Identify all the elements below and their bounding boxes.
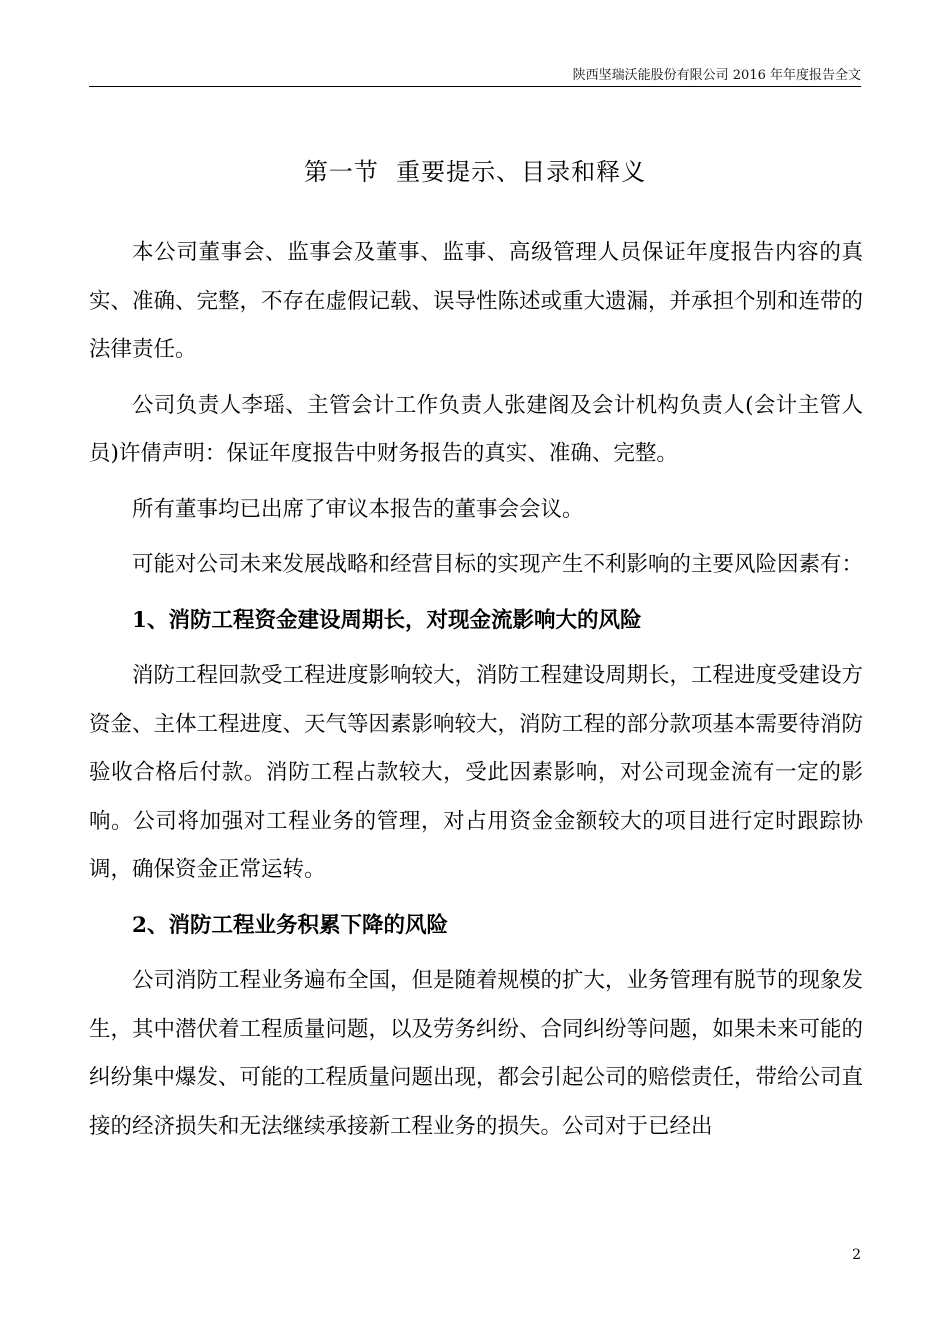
paragraph-risk-2: 公司消防工程业务遍布全国，但是随着规模的扩大，业务管理有脱节的现象发生，其中潜伏着工程质量问题，以及劳务纠纷、合同纠纷等问题，如果未来可能的纠纷集中爆发、可能的工程质量问题出现，都会引起公司的赔偿责任，带给公司直接的经济损失和无法继续承接新工程业务的损失。公司对于已经出 — [89, 968, 864, 1139]
paragraph-risk-1: 消防工程回款受工程进度影响较大，消防工程建设周期长，工程进度受建设方资金、主体工程进度、天气等因素影响较大，消防工程的部分款项基本需要待消防验收合格后付款。消防工程占款较大，受此因素影响，对公司现金流有一定的影响。公司将加强对工程业务的管理，对占用资金金额较大的项目进行定时跟踪协调，确保资金正常运转。 — [89, 663, 864, 882]
paragraph-responsibility-statement: 本公司董事会、监事会及董事、监事、高级管理人员保证年度报告内容的真实、准确、完整，不存在虚假记载、误导性陈述或重大遗漏，并承担个别和连带的法律责任。 — [89, 240, 864, 362]
section-title: 第一节 重要提示、目录和释义 — [303, 158, 647, 186]
paragraph-risk-intro: 可能对公司未来发展战略和经营目标的实现产生不利影响的主要风险因素有： — [132, 552, 864, 577]
running-header: 陕西坚瑞沃能股份有限公司 2016 年年度报告全文 — [572, 68, 861, 83]
page-number: 2 — [852, 1247, 861, 1263]
body-text — [89, 229, 863, 1158]
paragraph-officer-declaration: 公司负责人李瑶、主管会计工作负责人张建阁及会计机构负责人(会计主管人员)许倩声明：保证年度报告中财务报告的真实、准确、完整。 — [89, 392, 863, 466]
paragraph-board-attendance: 所有董事均已出席了审议本报告的董事会会议。 — [132, 496, 584, 522]
risk-heading-2: 2、消防工程业务积累下降的风险 — [132, 912, 448, 938]
risk-heading-1: 1、消防工程资金建设周期长，对现金流影响大的风险 — [132, 607, 642, 633]
header-rule — [89, 86, 861, 87]
